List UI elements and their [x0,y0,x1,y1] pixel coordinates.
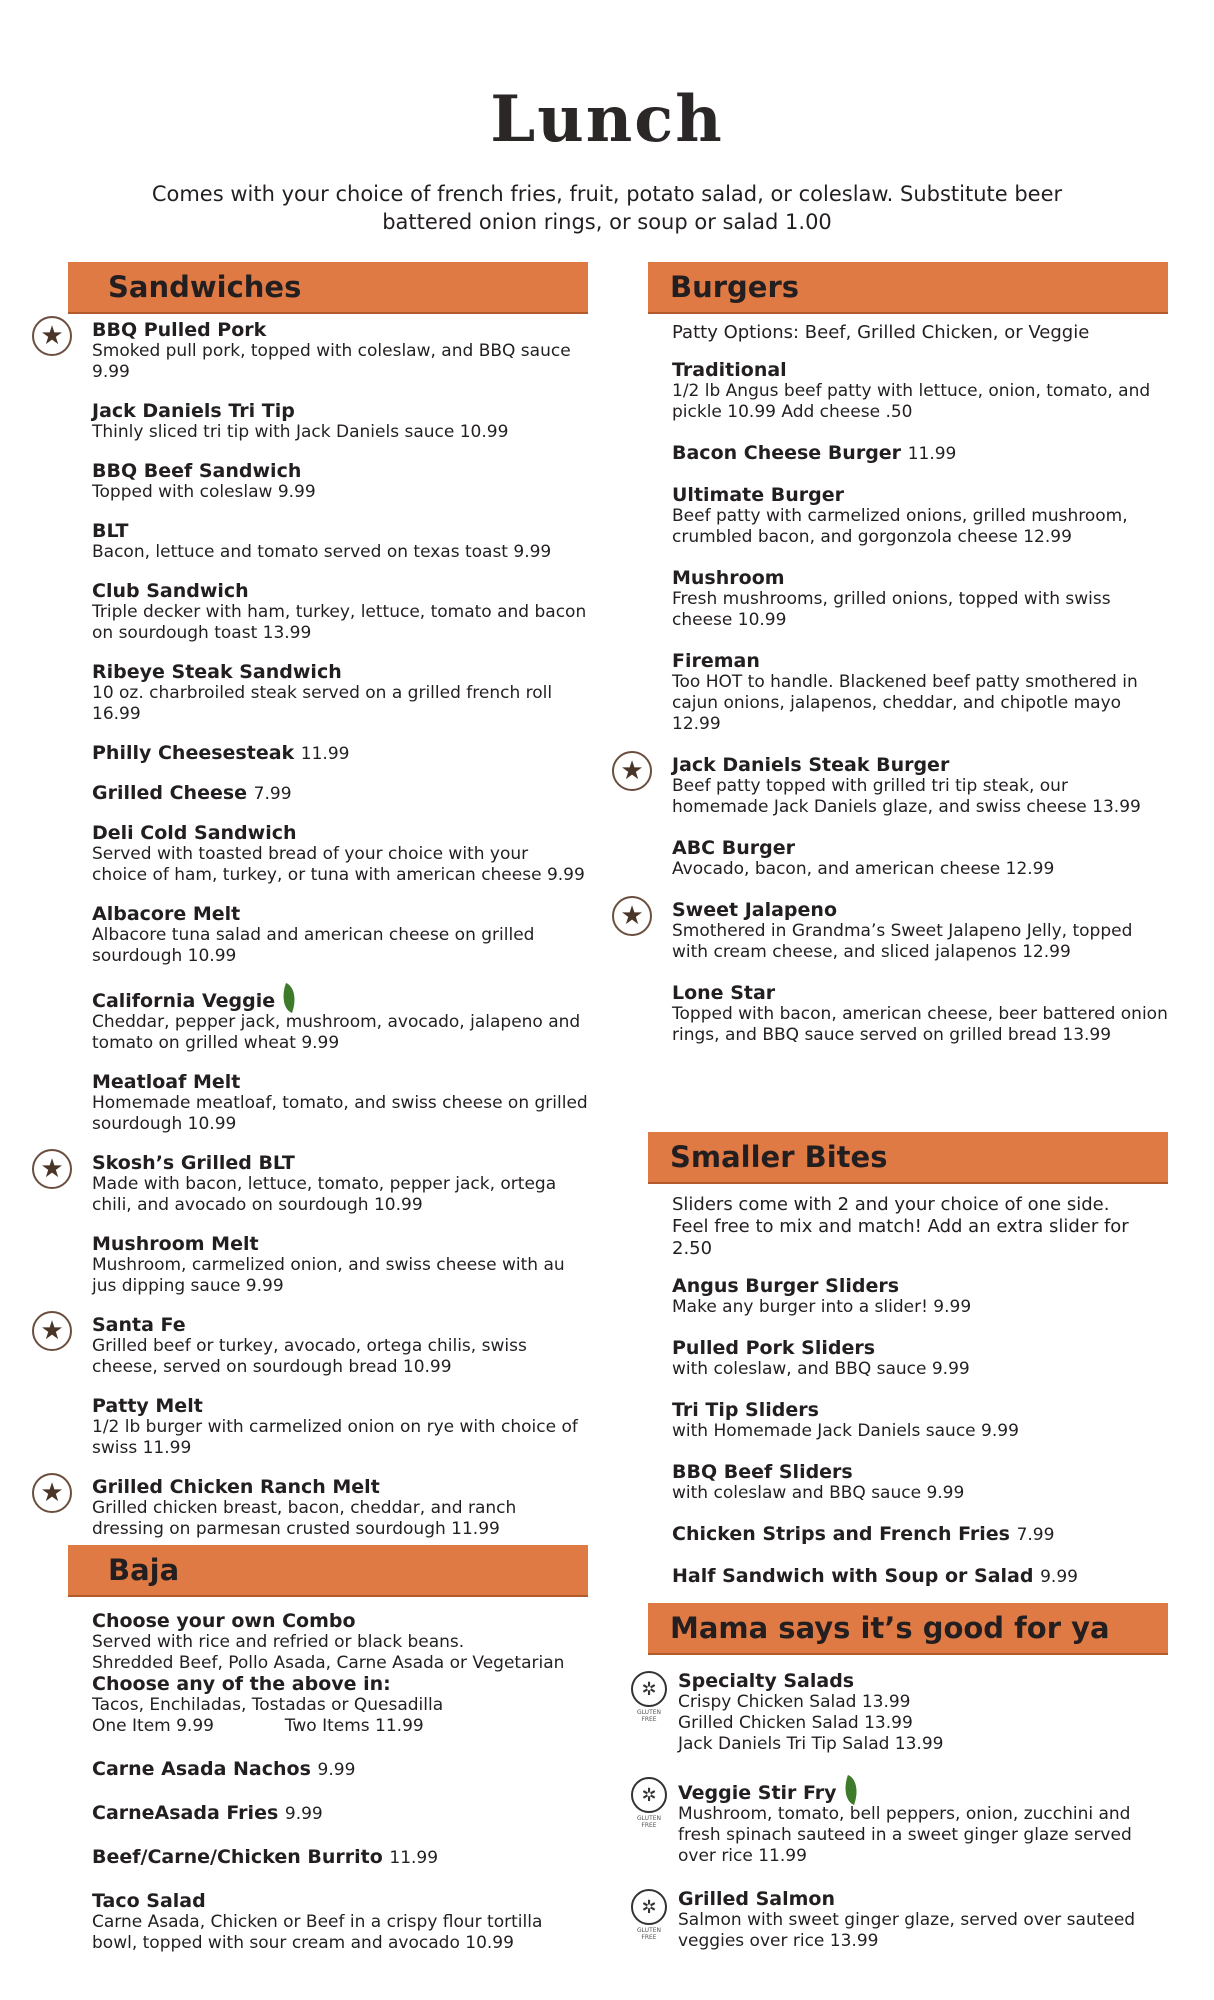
item-name [92,1803,588,1825]
item-description: Make any burger into a slider! 9.99 [672,1297,972,1317]
leaf-icon [839,1775,863,1805]
menu-item [636,1888,1168,1952]
item-description: Served with toasted bread of your choice with your choice of ham, turkey, or tuna with american cheese 9.99 [92,844,585,885]
item-name-text: Chicken Strips and French Fries [672,1523,1010,1545]
intro-text: Comes with your choice of french fries, fruit, potato salad, or coleslaw. Substitute beer battered onion rings, or soup or salad 1.00 [151,182,1063,234]
menu-item [620,754,1168,818]
item-name [92,1153,588,1174]
menu-item [672,1338,1168,1380]
item-name-text: CarneAsada Fries [92,1802,279,1824]
item-name-text: Grilled Salmon [678,1888,836,1910]
item-line: Jack Daniels Tri Tip Salad 13.99 [678,1734,944,1754]
menu-item [92,1396,588,1459]
star-icon: ★ [32,1311,72,1351]
menu-item [92,662,588,725]
item-price: 11.99 [300,744,350,764]
bites-note-1: Sliders come with 2 and your choice of one side. [672,1194,1110,1215]
item-description: Smothered in Grandma’s Sweet Jalapeno Jelly, topped with cream cheese, and sliced jalapenos 12.99 [672,921,1133,962]
item-name [92,1072,588,1093]
item-description: Topped with coleslaw 9.99 [92,482,316,502]
item-name-text: Beef/Carne/Chicken Burrito [92,1846,383,1868]
bites-list [648,1276,1168,1588]
item-name [92,904,588,925]
item-name [672,838,1168,859]
item-description: 1/2 lb burger with carmelized onion on rye with choice of swiss 11.99 [92,1417,578,1458]
star-icon: ★ [32,316,72,356]
menu-item [92,1072,588,1135]
menu-item [40,1314,588,1378]
item-price: 11.99 [389,1848,439,1868]
item-name-text: Half Sandwich with Soup or Salad [672,1565,1034,1587]
sandwiches-header: Sandwiches [68,262,588,314]
combo-item [92,1611,588,1737]
menu-item [636,1670,1168,1755]
item-name [672,568,1168,589]
item-description: Beef patty with carmelized onions, grilled mushroom, crumbled bacon, and gorgonzola cheese 12.99 [672,506,1128,547]
item-name-text: Patty Melt [92,1395,203,1417]
menu-item [620,899,1168,963]
item-name-text: Grilled Chicken Ranch Melt [92,1476,380,1498]
item-description: Albacore tuna salad and american cheese on grilled sourdough 10.99 [92,925,535,966]
burgers-section [620,262,1168,1046]
mama-list [636,1670,1168,1952]
item-name-text: BBQ Pulled Pork [92,319,267,341]
item-name-text: Specialty Salads [678,1670,855,1692]
item-name-text: Traditional [672,359,787,381]
menu-item [672,360,1168,423]
menu-item [92,743,588,765]
item-name-text: California Veggie [92,990,276,1012]
menu-item [40,1476,588,1540]
item-name [672,485,1168,506]
menu-item [92,461,588,503]
item-name [92,581,588,602]
item-name-text: Ultimate Burger [672,484,844,506]
item-name-text: Sweet Jalapeno [672,899,837,921]
item-name-text: Jack Daniels Steak Burger [672,754,950,776]
item-name-text: Skosh’s Grilled BLT [92,1152,295,1174]
combo-title-2: Choose any of the above in: [92,1673,391,1695]
item-name-text: Meatloaf Melt [92,1071,241,1093]
item-name [672,1276,1168,1297]
item-name [678,1777,1168,1804]
menu-item [92,1234,588,1297]
combo-one-item: One Item 9.99 [92,1716,214,1736]
menu-item [672,1524,1168,1546]
item-description: Made with bacon, lettuce, tomato, pepper jack, ortega chili, and avocado on sourdough 10.99 [92,1174,557,1215]
item-name [672,900,1168,921]
menu-item [672,485,1168,548]
menu-item [672,1400,1168,1442]
burgers-list [620,359,1168,1046]
item-description: Avocado, bacon, and american cheese 12.99 [672,859,1055,879]
item-name [672,1566,1168,1588]
item-name [672,983,1168,1004]
menu-item [40,1152,588,1216]
menu-item [92,823,588,886]
item-name [672,1338,1168,1359]
menu-item [92,1847,588,1869]
item-name [672,443,1168,465]
item-price: 9.99 [1040,1567,1078,1587]
leaf-icon [277,983,301,1013]
item-name [92,823,588,844]
item-description: Fresh mushrooms, grilled onions, topped with swiss cheese 10.99 [672,589,1111,630]
item-description: Thinly sliced tri tip with Jack Daniels sauce 10.99 [92,422,509,442]
item-name-text: Fireman [672,650,760,672]
item-name [672,1524,1168,1546]
item-description: with coleslaw, and BBQ sauce 9.99 [672,1359,970,1379]
item-name-text: BLT [92,520,129,542]
menu-item [672,1462,1168,1504]
item-description: Triple decker with ham, turkey, lettuce, tomato and bacon on sourdough toast 13.99 [92,602,587,643]
item-name [92,461,588,482]
item-description: Carne Asada, Chicken or Beef in a crispy flour tortilla bowl, topped with sour cream and avocado 10.99 [92,1912,543,1953]
item-line: Crispy Chicken Salad 13.99 [678,1692,911,1712]
menu-item [92,985,588,1054]
item-description: Smoked pull pork, topped with coleslaw, and BBQ sauce 9.99 [92,341,571,382]
item-description: Beef patty topped with grilled tri tip steak, our homemade Jack Daniels glaze, and swiss cheese 13.99 [672,776,1141,817]
item-name [92,320,588,341]
combo-line: Served with rice and refried or black beans. [92,1632,465,1652]
star-icon: ★ [32,1473,72,1513]
menu-item [672,983,1168,1046]
item-price: 9.99 [317,1760,356,1780]
item-name-text: Angus Burger Sliders [672,1275,900,1297]
item-description: Topped with bacon, american cheese, beer battered onion rings, and BBQ sauce served on grilled bread 13.99 [672,1004,1168,1045]
menu-item [636,1777,1168,1867]
menu-item [92,521,588,563]
item-name-text: Taco Salad [92,1890,206,1912]
item-name [92,521,588,542]
menu-item [672,443,1168,465]
wheat-icon: ✲ [631,1889,667,1925]
menu-item [672,1276,1168,1318]
item-description: Salmon with sweet ginger glaze, served over sauteed veggies over rice 13.99 [678,1910,1136,1951]
item-price: 7.99 [253,784,292,804]
mama-header: Mama says it’s good for ya [648,1603,1168,1655]
baja-list [68,1759,588,1954]
combo-two-items: Two Items 11.99 [284,1716,424,1736]
mama-section [636,1603,1168,1952]
item-name-text: Santa Fe [92,1314,186,1336]
item-name-text: Albacore Melt [92,903,241,925]
star-icon: ★ [612,896,652,936]
menu-item [92,904,588,967]
bites-note-2: Feel free to mix and match! Add an extra slider for 2.50 [672,1216,1129,1259]
item-name-text: Veggie Stir Fry [678,1782,837,1804]
item-description: Too HOT to handle. Blackened beef patty smothered in cajun onions, jalapenos, cheddar, and chipotle mayo 12.99 [672,672,1138,734]
item-name [678,1671,1168,1692]
item-name-text: Club Sandwich [92,580,249,602]
item-name [92,1234,588,1255]
item-name-text: Mushroom Melt [92,1233,259,1255]
combo-line: Tacos, Enchiladas, Tostadas or Quesadilla [92,1695,444,1715]
item-name-text: ABC Burger [672,837,795,859]
item-name-text: Bacon Cheese Burger [672,442,902,464]
item-description: 10 oz. charbroiled steak served on a grilled french roll 16.99 [92,683,553,724]
patty-options: Patty Options: Beef, Grilled Chicken, or Veggie [672,322,1090,343]
item-name [92,1891,588,1912]
item-name [672,1462,1168,1483]
item-description: Bacon, lettuce and tomato served on texas toast 9.99 [92,542,552,562]
item-name [92,1396,588,1417]
star-icon: ★ [612,751,652,791]
item-description: with coleslaw and BBQ sauce 9.99 [672,1483,965,1503]
menu-item [92,581,588,644]
item-name [92,1847,588,1869]
item-description: Grilled beef or turkey, avocado, ortega chilis, swiss cheese, served on sourdough bread 10.99 [92,1336,527,1377]
menu-item [92,1891,588,1954]
gluten-free-icon [630,1889,668,1941]
item-description: with Homemade Jack Daniels sauce 9.99 [672,1421,1019,1441]
baja-header: Baja [68,1545,588,1597]
menu-item [40,319,588,383]
combo-prices [92,1716,588,1737]
menu-item [672,1566,1168,1588]
item-name-text: BBQ Beef Sandwich [92,460,302,482]
menu-item [92,1803,588,1825]
menu-item [672,838,1168,880]
gluten-free-label: GLUTEN FREE [636,1815,662,1829]
sandwiches-section [40,262,588,1540]
item-name [92,662,588,683]
item-description: Homemade meatloaf, tomato, and swiss cheese on grilled sourdough 10.99 [92,1093,588,1134]
bites-header: Smaller Bites [648,1132,1168,1184]
bites-section [648,1132,1168,1588]
item-line: Grilled Chicken Salad 13.99 [678,1713,913,1733]
item-name-text: Carne Asada Nachos [92,1758,311,1780]
item-price: 11.99 [907,444,957,464]
item-name [92,1477,588,1498]
combo-line: Shredded Beef, Pollo Asada, Carne Asada or Vegetarian [92,1653,565,1673]
item-name-text: Grilled Cheese [92,782,248,804]
item-name [92,1759,588,1781]
item-price: 9.99 [284,1804,323,1824]
item-name [672,360,1168,381]
item-description: 1/2 lb Angus beef patty with lettuce, onion, tomato, and pickle 10.99 Add cheese .50 [672,381,1151,422]
menu-item [92,1759,588,1781]
menu-item [672,568,1168,631]
item-name-text: Ribeye Steak Sandwich [92,661,342,683]
item-description: Grilled chicken breast, bacon, cheddar, and ranch dressing on parmesan crusted sourdough 11.99 [92,1498,517,1539]
item-name [92,743,588,765]
item-description: Cheddar, pepper jack, mushroom, avocado, jalapeno and tomato on grilled wheat 9.99 [92,1012,581,1053]
item-name-text: BBQ Beef Sliders [672,1461,853,1483]
item-name [92,1315,588,1336]
item-name [672,755,1168,776]
baja-section [68,1545,588,1954]
sandwiches-list [40,319,588,1540]
item-name [672,651,1168,672]
item-name-text: Philly Cheesesteak [92,742,295,764]
item-name [92,783,588,805]
item-name [678,1889,1168,1910]
menu-item [92,783,588,805]
burgers-header: Burgers [648,262,1168,314]
page-title: Lunch [490,82,724,157]
star-icon: ★ [32,1149,72,1189]
combo-title: Choose your own Combo [92,1610,356,1632]
item-name-text: Tri Tip Sliders [672,1399,819,1421]
item-name-text: Mushroom [672,567,785,589]
item-name-text: Jack Daniels Tri Tip [92,400,295,422]
gluten-free-label: GLUTEN FREE [636,1927,662,1941]
item-name [92,401,588,422]
wheat-icon: ✲ [631,1671,667,1707]
menu-item [92,401,588,443]
item-name [92,985,588,1012]
gluten-free-icon [630,1671,668,1723]
item-price: 7.99 [1016,1525,1055,1545]
item-name-text: Deli Cold Sandwich [92,822,297,844]
item-name [672,1400,1168,1421]
gluten-free-label: GLUTEN FREE [636,1709,662,1723]
item-name-text: Pulled Pork Sliders [672,1337,876,1359]
menu-item [672,651,1168,735]
item-name-text: Lone Star [672,982,776,1004]
item-description: Mushroom, tomato, bell peppers, onion, zucchini and fresh spinach sauteed in a sweet ginger glaze served over rice 11.99 [678,1804,1132,1866]
wheat-icon: ✲ [631,1777,667,1813]
item-description: Mushroom, carmelized onion, and swiss cheese with au jus dipping sauce 9.99 [92,1255,565,1296]
gluten-free-icon [630,1777,668,1829]
